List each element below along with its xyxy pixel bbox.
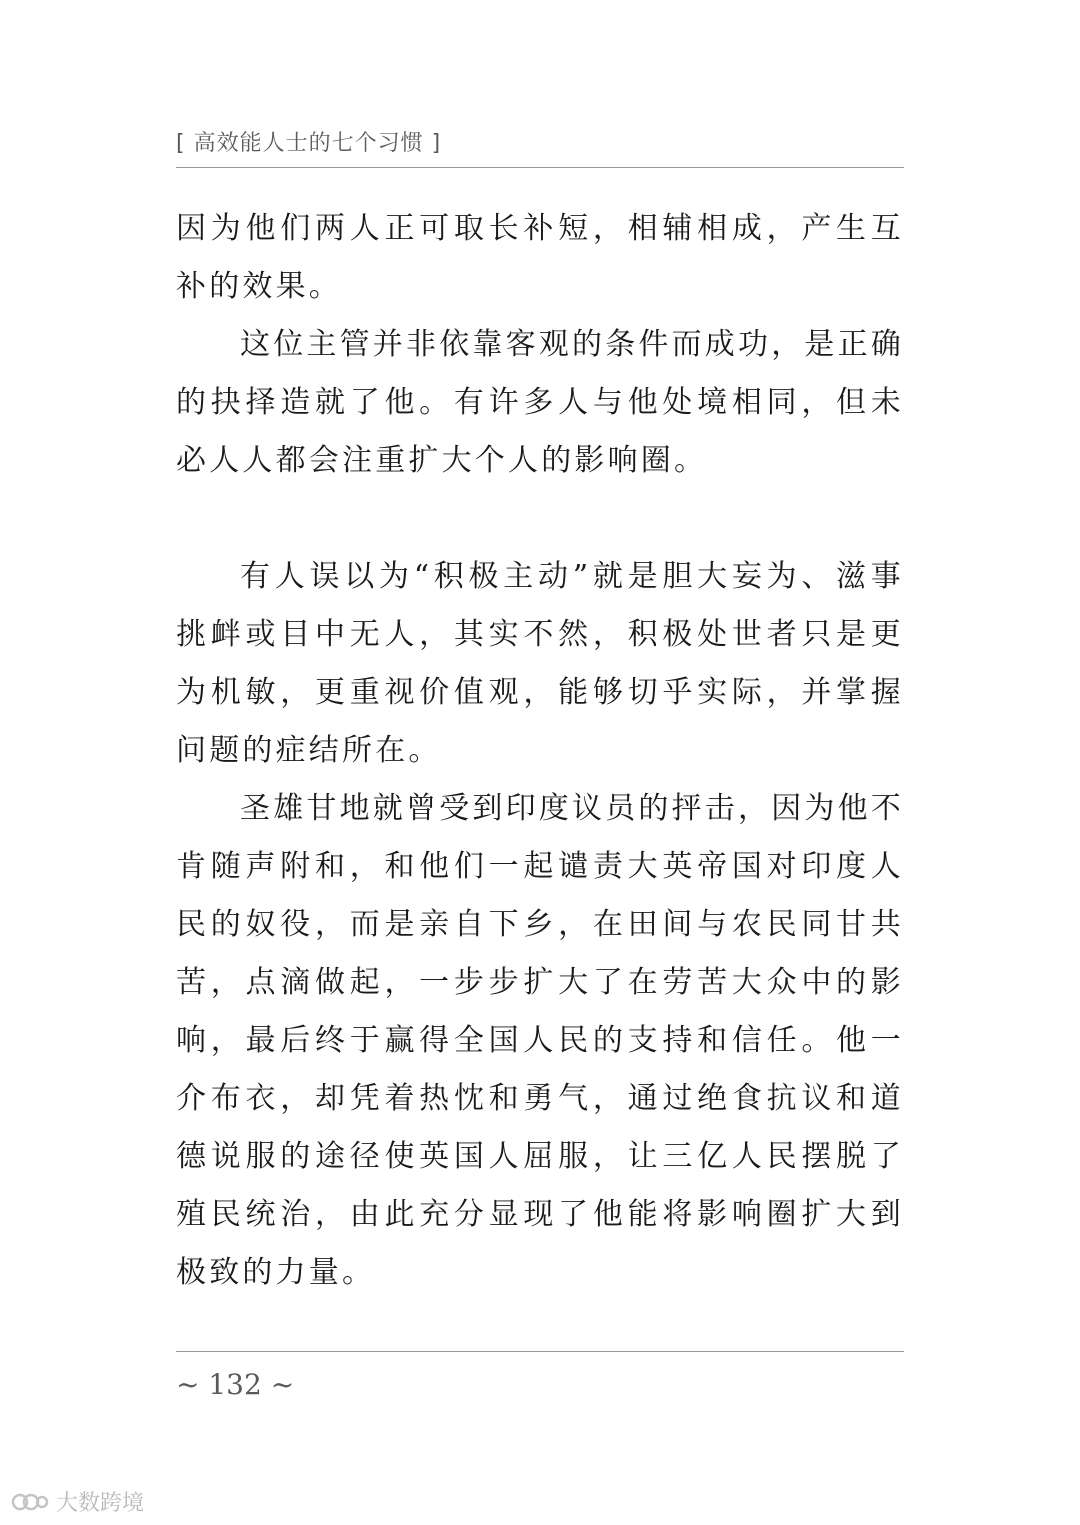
watermark	[10, 1486, 144, 1517]
paragraph: 圣雄甘地就曾受到印度议员的抨击，因为他不肯随声附和，和他们一起谴责大英帝国对印度人民的奴役，而是亲自下乡，在田间与农民同甘共苦，点滴做起，一步步扩大了在劳苦大众中的影响，最后终于赢得全国人民的支持和信任。他一介布衣，却凭着热忱和勇气，通过绝食抗议和道德说服的途径使英国人屈服，让三亿人民摆脱了殖民统治，由此充分显现了他能将影响圈扩大到极致的力量。	[176, 791, 904, 1290]
paragraph: 因为他们两人正可取长补短，相辅相成，产生互补的效果。	[176, 211, 904, 304]
header-divider	[176, 167, 904, 168]
text-block-2	[176, 548, 904, 1302]
footer-divider	[176, 1351, 904, 1352]
paragraph: 有人误以为“积极主动”就是胆大妄为、滋事挑衅或目中无人，其实不然，积极处世者只是更为机敏，更重视价值观，能够切乎实际，并掌握问题的症结所在。	[176, 559, 904, 768]
page-number: ~ 132 ~	[176, 1368, 295, 1401]
watermark-logo-icon	[10, 1489, 50, 1515]
text-block-1	[176, 200, 904, 490]
watermark-text: 大数跨境	[56, 1491, 145, 1516]
running-header-title: [ 高效能人士的七个习惯 ]	[176, 131, 442, 156]
paragraph: 这位主管并非依靠客观的条件而成功，是正确的抉择造就了他。有许多人与他处境相同，但未必人人都会注重扩大个人的影响圈。	[176, 327, 904, 478]
